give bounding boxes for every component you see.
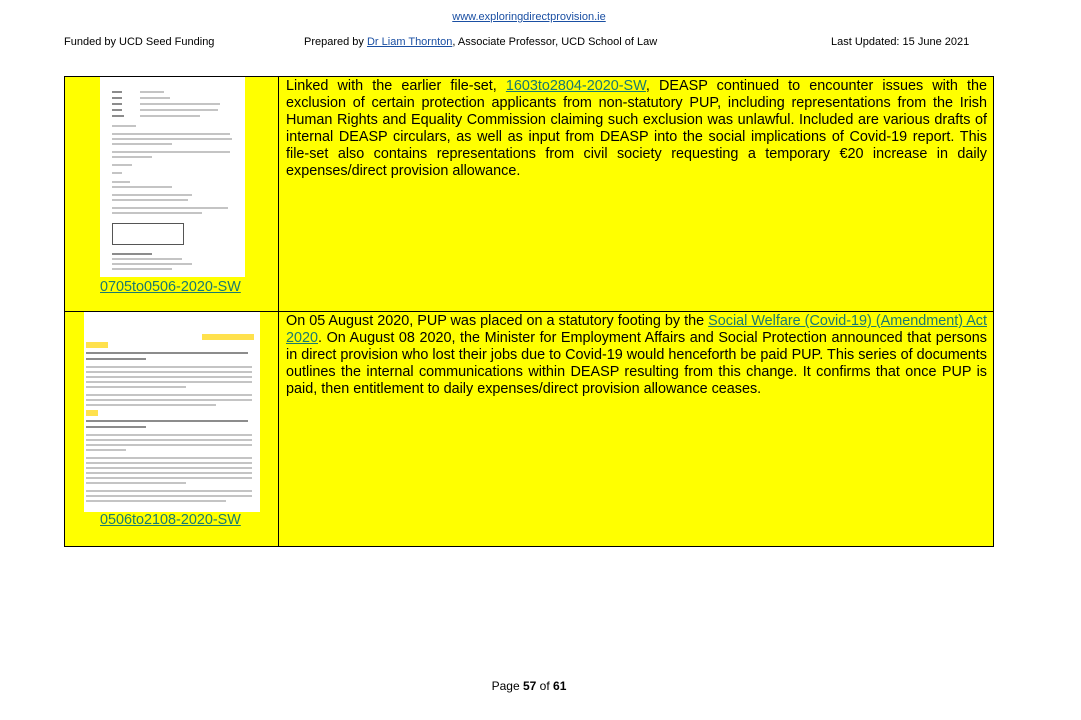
description-cell	[279, 312, 994, 547]
total-pages: 61	[553, 679, 567, 693]
file-set-link[interactable]: 0506to2108-2020-SW	[100, 512, 241, 528]
document-thumbnail[interactable]	[100, 77, 245, 277]
document-table	[64, 76, 994, 547]
page-number: 57	[522, 679, 537, 693]
related-file-link[interactable]: 1603to2804-2020-SW	[505, 78, 646, 94]
description-text	[286, 78, 987, 180]
description-part: Linked with the earlier file-set,	[286, 78, 506, 94]
thumbnail-cell	[65, 77, 279, 312]
prepared-suffix: , Associate Professor, UCD School of Law	[452, 36, 658, 48]
thumbnail-cell	[65, 312, 279, 547]
prepared-by	[304, 36, 657, 48]
description-part: , DEASP continued to encounter issues with the exclusion of certain protection applicants from non-statutory PUP, including representations from the Irish Human Rights and Equality Commission claiming such exclusion was unlawful. Included are various drafts of internal DEASP circulars, as well as input from DEASP into the social implications of Covid-19 report. This file-set also contains representations from civil society requesting a temporary €20 increase in daily expenses/direct provision allowance.	[286, 78, 987, 179]
legislation-link[interactable]: Social Welfare (Covid-19) (Amendment) Act 2020	[286, 313, 987, 346]
description-cell	[279, 77, 994, 312]
description-part: . On August 08 2020, the Minister for Employment Affairs and Social Protection announced that persons in direct provision who lost their jobs due to Covid-19 would henceforth be paid PUP. This series of documents outlines the internal communications within DEASP resulting from this change. It confirms that once PUP is paid, then entitlement to daily expenses/direct provision allowance ceases.	[286, 330, 987, 397]
file-set-link[interactable]: 0705to0506-2020-SW	[100, 279, 241, 295]
author-link[interactable]: Dr Liam Thornton	[366, 36, 453, 48]
last-updated: Last Updated: 15 June 2021	[831, 36, 970, 48]
funding-note: Funded by UCD Seed Funding	[64, 36, 215, 48]
document-thumbnail[interactable]	[84, 312, 260, 512]
prepared-prefix: Prepared by	[304, 36, 367, 48]
of-word: of	[536, 679, 554, 693]
page-word: Page	[491, 679, 523, 693]
description-part: On 05 August 2020, PUP was placed on a statutory footing by the	[286, 313, 709, 329]
table-row	[65, 312, 994, 547]
site-url-link[interactable]: www.exploringdirectprovision.ie	[452, 11, 606, 23]
page-footer	[0, 679, 1058, 693]
table-row	[65, 77, 994, 312]
description-text	[286, 313, 987, 398]
